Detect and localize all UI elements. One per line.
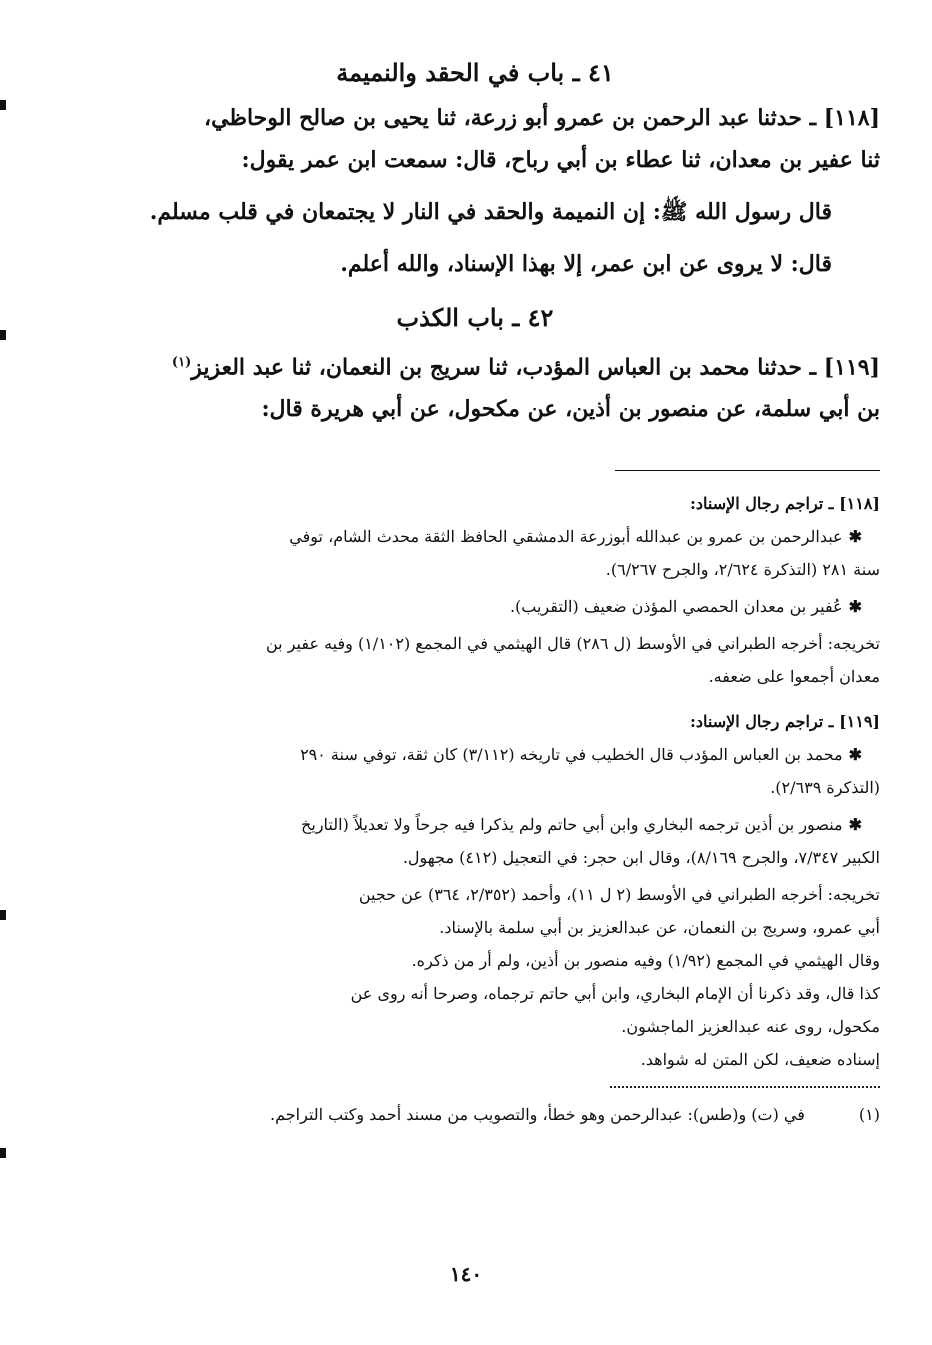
narrator-entry: ✱منصور بن أذين ترجمه البخاري وابن أبي حاتم ولم يذكرا فيه جرحاً ولا تعديلاً (التاريخ الكبير ٧/٣٤٧، والجرح ٨/١٦٩)، وقال ابن حجر: في التعجيل (٤١٢) مجهول.: [70, 808, 880, 874]
notes-119: [70, 705, 880, 1076]
takhrij-119: تخريجه: أخرجه الطبراني في الأوسط (٢ ل ١١)، وأحمد (٢/٣٥٢، ٣٦٤) عن حجين أبي عمرو، وسريج بن النعمان، عن عبدالعزيز بن أبي سلمة بالإسناد. وقال الهيثمي في المجمع (١/٩٢) وفيه منصور بن أذين، ولم أر من ذكره. كذا قال، وقد ذكرنا أن الإمام البخاري، وابن أبي حاتم ترجماه، وصرحا أنه روى عن مكحول، روى عنه عبدالعزيز الماجشون. إسناده ضعيف، لكن المتن له شواهد.: [350, 885, 880, 1070]
notes-divider: [615, 470, 880, 471]
hadith-118-line-2: ثنا عفير بن معدان، ثنا عطاء بن أبي رباح، قال: سمعت ابن عمر يقول:: [241, 147, 880, 173]
chapter-heading-42: ٤٢ ـ باب الكذب: [396, 303, 554, 332]
page-number: ١٤٠: [449, 1262, 483, 1286]
hadith-text: حدثنا عبد الرحمن بن عمرو أبو زرعة، ثنا يحيى بن صالح الوحاظي،: [204, 105, 802, 131]
hadith-number: [١١٨] ـ: [809, 105, 880, 131]
narrator-entry: ✱عبدالرحمن بن عمرو بن عبدالله أبوزرعة الدمشقي الحافظ الثقة محدث الشام، توفي سنة ٢٨١ (التذكرة ٢/٦٢٤، والجرح ٦/٢٦٧).: [70, 520, 880, 586]
star-bullet-icon: ✱: [848, 527, 862, 547]
footnote-text: في (ت) و(طس): عبدالرحمن وهو خطأ، والتصويب من مسند أحمد وكتب التراجم.: [270, 1105, 805, 1125]
hadith-119-line-1: [70, 342, 880, 388]
hadith-number: [١١٩] ـ: [809, 354, 880, 381]
star-bullet-icon: ✱: [848, 597, 862, 617]
star-bullet-icon: ✱: [848, 745, 862, 765]
notes-title: [١١٨] ـ تراجم رجال الإسناد:: [690, 494, 880, 514]
hadith-118-comment: قال: لا يروى عن ابن عمر، إلا بهذا الإسناد، والله أعلم.: [340, 251, 832, 277]
star-bullet-icon: ✱: [848, 815, 862, 835]
hadith-119-line-2: بن أبي سلمة، عن منصور بن أذين، عن مكحول، عن أبي هريرة قال:: [261, 396, 880, 423]
narrator-entry: ✱محمد بن العباس المؤدب قال الخطيب في تاريخه (٣/١١٢) كان ثقة، توفي سنة ٢٩٠ (التذكرة ٢/٦٣٩).: [70, 738, 880, 804]
footnote-divider: [610, 1086, 880, 1088]
footnote-ref: (١): [171, 355, 192, 370]
chapter-heading-41: ٤١ ـ باب في الحقد والنميمة: [336, 58, 614, 87]
footnote-number: (١): [858, 1105, 880, 1125]
notes-title: [١١٩] ـ تراجم رجال الإسناد:: [690, 712, 880, 732]
takhrij-118: تخريجه: أخرجه الطبراني في الأوسط (ل ٢٨٦) قال الهيثمي في المجمع (١/١٠٢) وفيه عفير بن معدان أجمعوا على ضعفه.: [265, 634, 880, 687]
hadith-118-line-1: [70, 97, 880, 139]
narrator-entry: ✱عُفير بن معدان الحمصي المؤذن ضعيف (التقريب).: [70, 590, 880, 623]
hadith-text: حدثنا محمد بن العباس المؤدب، ثنا سريج بن النعمان، ثنا عبد العزيز: [191, 354, 802, 381]
book-page: [70, 50, 880, 1310]
hadith-118-saying: قال رسول الله ﷺ: إن النميمة والحقد في النار لا يجتمعان في قلب مسلم.: [149, 199, 832, 225]
footnote: [70, 1100, 880, 1130]
notes-118: [70, 487, 880, 693]
